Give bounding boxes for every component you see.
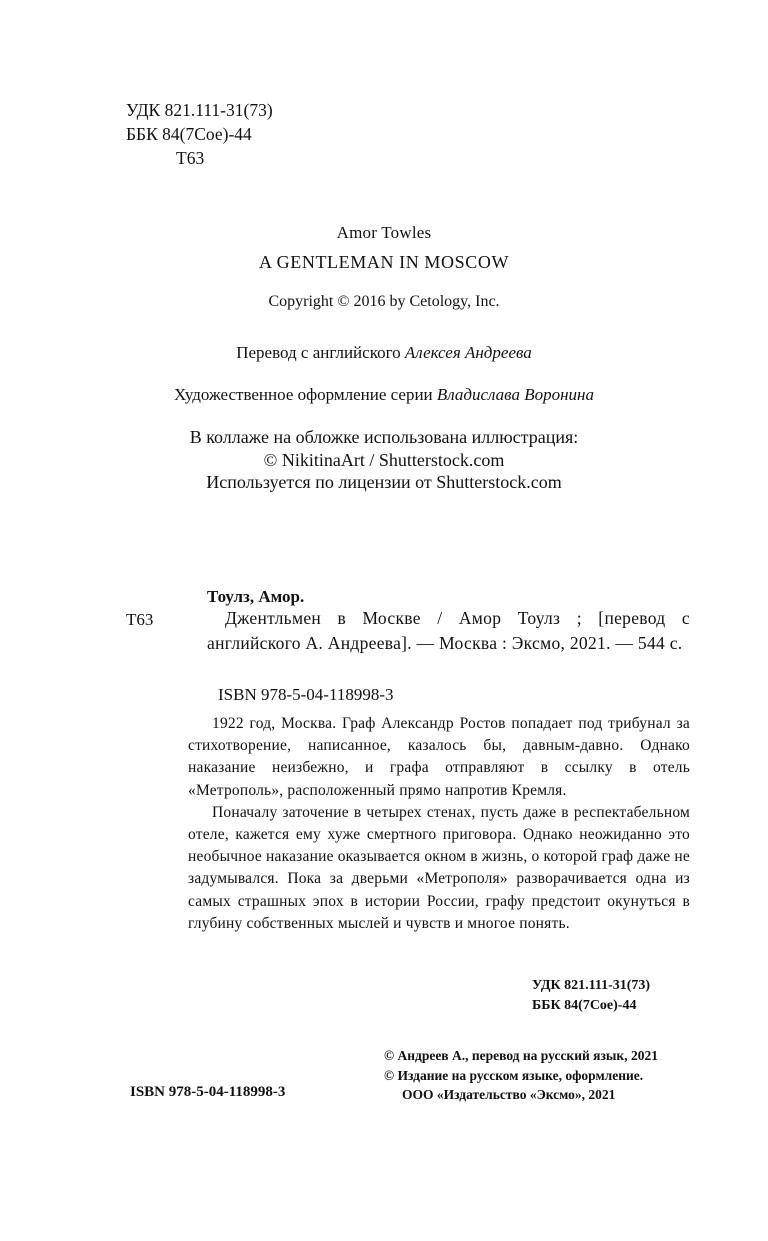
copyright-translation: © Андреев А., перевод на русский язык, 2021 (384, 1048, 658, 1063)
collage-line-1: В коллаже на обложке использована иллюстрация: (189, 427, 579, 447)
catalog-description: Джентльмен в Москве / Амор Тоулз ; [перевод с английского А. Андреева]. — Москва : Эксмо, 2021. — 544 с. (207, 608, 690, 653)
collage-line-3: Используется по лицензии от Shutterstock.com (206, 472, 562, 492)
art-credit (0, 385, 768, 405)
catalog-author-heading: Тоулз, Амор. (207, 587, 305, 606)
artist-name: Владислава Воронина (436, 385, 594, 404)
copyright-edition-line-2: ООО «Издательство «Эксмо», 2021 (402, 1087, 616, 1102)
annotation-paragraph-1: 1922 год, Москва. Граф Александр Ростов попадает под трибунал за стихотворение, написанное, казалось бы, давным-давно. Однако наказание неизбежно, и графа отправляют в ссылку в отель «Метрополь», расположенный прямо напротив Кремля. (188, 715, 690, 799)
header-classification-codes (126, 98, 273, 170)
copyright-notices (384, 1046, 658, 1105)
udk-code: УДК 821.111-31(73) (126, 100, 273, 120)
catalog-isbn: ISBN 978-5-04-118998-3 (218, 685, 394, 704)
catalog-code: Т63 (126, 610, 154, 629)
collage-line-2: © NikitinaArt / Shutterstock.com (263, 449, 505, 470)
original-copyright: Copyright © 2016 by Cetology, Inc. (268, 293, 500, 310)
original-title: A GENTLEMAN IN MOSCOW (258, 252, 510, 272)
footer-bbk: ББК 84(7Сое)-44 (532, 997, 637, 1013)
author-mark: Т63 (176, 148, 205, 168)
original-author: Amor Towles (336, 223, 432, 242)
bbk-code: ББК 84(7Сое)-44 (126, 124, 252, 144)
translation-credit (0, 343, 768, 363)
annotation-paragraph-2: Поначалу заточение в четырех стенах, пусть даже в респектабельном отеле, кажется ему хуже смертного приговора. Однако неожиданно это необычное наказание оказывается окном в жизнь, о которой граф даже не задумывался. Пока за дверьми «Метрополя» разворачивается одна из самых страшных эпох в истории России, графу предстоит окунуться в глубину собственных мыслей и чувств и многое понять. (188, 803, 690, 932)
footer-isbn: ISBN 978-5-04-118998-3 (130, 1084, 286, 1100)
art-prefix: Художественное оформление серии (174, 385, 437, 404)
footer-classification-codes (532, 976, 650, 1015)
translator-name: Алексея Андреева (404, 343, 532, 362)
footer-udk: УДК 821.111-31(73) (532, 978, 651, 993)
copyright-edition-line-1: © Издание на русском языке, оформление. (384, 1067, 644, 1083)
translation-prefix: Перевод с английского (236, 343, 405, 362)
cover-collage-credit (0, 426, 768, 494)
annotation (188, 713, 690, 935)
